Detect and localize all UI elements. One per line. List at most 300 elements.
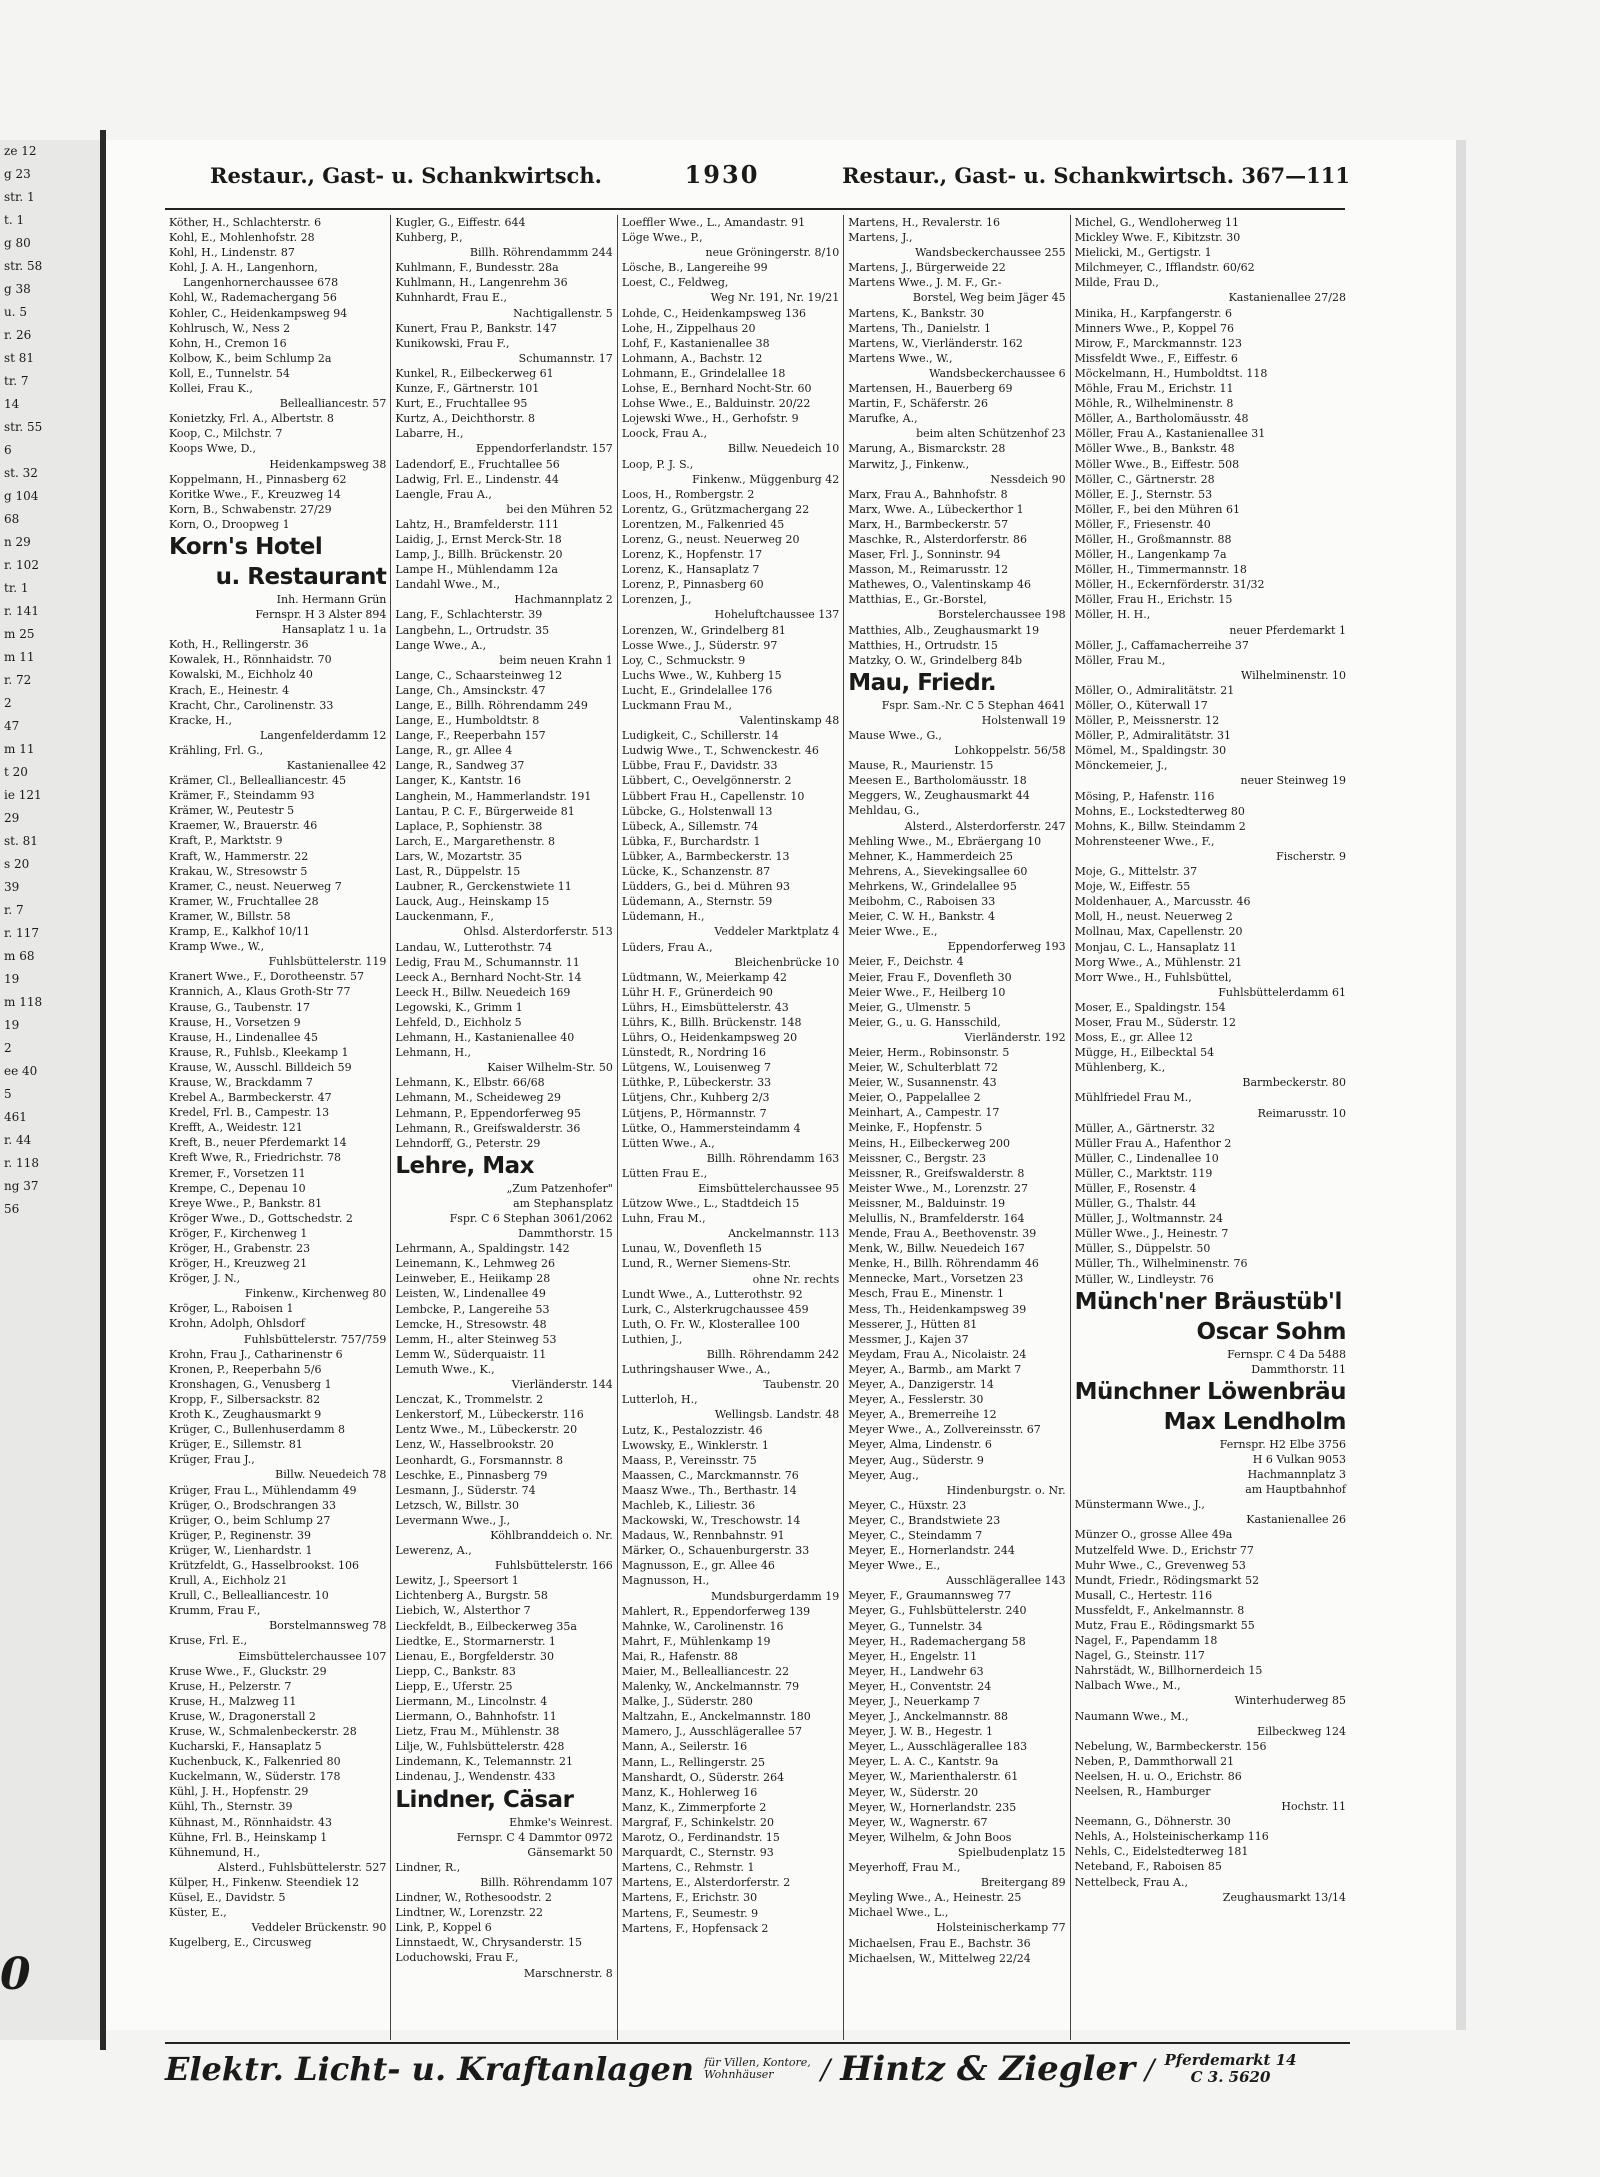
column-5	[1071, 215, 1350, 2040]
directory-entry: Martensen, H., Bauerberg 69	[848, 382, 1013, 396]
directory-entry: Koritke Wwe., F., Kreuzweg 14	[169, 487, 341, 501]
directory-entry: Lübeck, A., Sillemstr. 74	[621, 819, 759, 833]
left-fragment-line: r. 72	[4, 673, 32, 687]
directory-entry: Mathewes, O., Valentinskamp 46	[848, 578, 1031, 592]
left-fragment-line: r. 102	[4, 558, 39, 572]
directory-entry: Michael Wwe., L.,	[848, 1906, 949, 1920]
directory-entry: Küster, E.,	[169, 1906, 227, 1920]
directory-entry: Marx, Frau A., Bahnhofstr. 8	[848, 487, 1008, 501]
footer-advertisement	[165, 2042, 1350, 2094]
directory-entry: Kruse, Frl. E.,	[169, 1634, 248, 1648]
directory-entry: Köther, H., Schlachterstr. 6	[169, 216, 322, 229]
directory-entry: Meyer Wwe., E.,	[848, 1559, 941, 1573]
directory-entry: Manz, K., Zimmerpforte 2	[621, 1800, 767, 1814]
directory-entry: Kohl, H., Lindenstr. 87	[169, 246, 295, 260]
directory-entry: Kugelberg, E., Circusweg	[169, 1936, 312, 1950]
left-page-number: 0	[0, 1949, 31, 2000]
directory-entry: Lang, F., Schlachterstr. 39	[395, 608, 543, 622]
directory-entry: Lindner, W., Rothesoodstr. 2	[395, 1891, 552, 1905]
column-2	[391, 215, 617, 2040]
directory-entry: Billh. Röhrendammm 244	[469, 246, 613, 260]
directory-entry: Luthringshauser Wwe., A.,	[621, 1363, 771, 1377]
directory-entry: Lindemann, K., Telemannstr. 21	[395, 1755, 574, 1769]
directory-entry: Löge Wwe., P.,	[621, 231, 703, 245]
directory-entry: Kramer, W., Billstr. 58	[169, 909, 291, 923]
directory-entry: Lesmann, J., Süderstr. 74	[395, 1483, 536, 1497]
directory-entry: Möller, H., Timmermannstr. 18	[1074, 563, 1247, 577]
directory-entry: Krause, G., Taubenstr. 17	[169, 1000, 311, 1014]
column-1	[165, 215, 391, 2040]
directory-entry: Michaelsen, Frau E., Bachstr. 36	[848, 1936, 1031, 1950]
directory-entry: Michel, G., Wendloherweg 11	[1074, 216, 1240, 229]
directory-entry: Langenhornerchaussee 678	[183, 276, 339, 290]
directory-entry: Nettelbeck, Frau A.,	[1074, 1875, 1188, 1889]
directory-entry: Martens, J., Bürgerweide 22	[848, 261, 1006, 275]
directory-entry: Meyer, C., Hüxstr. 23	[848, 1498, 967, 1512]
directory-entry: Veddeler Brückenstr. 90	[251, 1921, 387, 1935]
directory-entry: Mahnke, W., Carolinenstr. 16	[621, 1619, 784, 1633]
directory-entry: Kucharski, F., Hansaplatz 5	[169, 1740, 322, 1754]
directory-entry: Maass, P., Vereinsstr. 75	[621, 1453, 757, 1467]
directory-entry: Mennecke, Mart., Vorsetzen 23	[848, 1272, 1024, 1286]
directory-entry: Krohn, Adolph, Ohlsdorf	[169, 1317, 305, 1331]
directory-entry: Meier Wwe., E.,	[848, 925, 938, 939]
directory-entry: Mirow, F., Marckmannstr. 123	[1074, 336, 1242, 350]
directory-entry: Meier Wwe., F., Heilberg 10	[848, 985, 1006, 999]
directory-entry: Moldenhauer, A., Marcusstr. 46	[1074, 895, 1251, 909]
directory-entry: Kramp, E., Kalkhof 10/11	[169, 925, 310, 939]
directory-entry: Meyer, W., Wagnerstr. 67	[848, 1815, 988, 1829]
directory-entry: Mundt, Friedr., Rödingsmarkt 52	[1074, 1573, 1260, 1587]
directory-entry: Lojewski Wwe., H., Gerhofstr. 9	[621, 412, 799, 426]
directory-entry: Lars, W., Mozartstr. 35	[395, 849, 523, 863]
directory-entry: Anckelmannstr. 113	[728, 1227, 840, 1241]
directory-entry: Kruse, W., Schmalenbeckerstr. 28	[169, 1725, 357, 1738]
directory-entry: Fuhlsbüttelerstr. 757/759	[243, 1332, 387, 1346]
directory-entry: Krüger, P., Reginenstr. 39	[169, 1528, 311, 1542]
left-fragment-line: st. 32	[4, 466, 38, 480]
directory-entry: Mende, Frau A., Beethovenstr. 39	[848, 1227, 1037, 1241]
directory-entry: Ludigkeit, C., Schillerstr. 14	[621, 729, 779, 743]
directory-entry: Leinemann, K., Lehmweg 26	[395, 1257, 555, 1271]
directory-entry: Möller, F., Friesenstr. 40	[1074, 517, 1211, 531]
directory-entry: Maschke, R., Alsterdorferstr. 86	[848, 532, 1028, 546]
directory-entry: Martens, J.,	[848, 231, 913, 245]
directory-columns	[165, 215, 1350, 2040]
directory-entry: am Hauptbahnhof	[1245, 1483, 1346, 1497]
directory-entry: Kohlrusch, W., Ness 2	[169, 321, 291, 335]
directory-entry: Kroth K., Zeughausmarkt 9	[169, 1408, 322, 1422]
directory-entry: Liermann, M., Lincolnstr. 4	[395, 1695, 548, 1708]
directory-entry: Leisten, W., Lindenallee 49	[395, 1287, 546, 1301]
directory-entry: Kühnemund, H.,	[169, 1845, 260, 1859]
directory-entry: Krempe, C., Depenau 10	[169, 1181, 306, 1195]
directory-entry: Kunert, Frau P., Bankstr. 147	[395, 321, 557, 335]
left-fragment-line: r. 117	[4, 926, 39, 940]
directory-entry: Alsterd., Fuhlsbüttelerstr. 527	[217, 1860, 387, 1874]
left-fragment-line: 461	[4, 1110, 27, 1124]
directory-entry: Müller, G., Thalstr. 44	[1074, 1197, 1197, 1211]
directory-entry: Hachmannplatz 3	[1247, 1468, 1346, 1482]
directory-entry: Kohler, C., Heidenkampsweg 94	[169, 306, 348, 320]
directory-entry: Köhlbranddeich o. Nr.	[490, 1528, 613, 1542]
directory-entry: Meissner, R., Greifswalderstr. 8	[848, 1166, 1025, 1180]
directory-entry: Mielicki, M., Gertigstr. 1	[1074, 246, 1212, 260]
directory-entry: Lorentzen, M., Falkenried 45	[621, 517, 785, 531]
directory-entry: Müller, J., Woltmannstr. 24	[1074, 1212, 1223, 1226]
directory-entry: Last, R., Düppelstr. 15	[395, 865, 521, 879]
directory-entry: Langbehn, L., Ortrudstr. 35	[395, 623, 550, 637]
directory-entry: Möller, H., Langenkamp 7a	[1074, 548, 1227, 562]
directory-entry: Krause, W., Brackdamm 7	[169, 1075, 313, 1089]
directory-entry: Meyer, H., Conventstr. 24	[848, 1679, 992, 1693]
directory-entry: Meyer, H., Rademachergang 58	[848, 1634, 1026, 1648]
directory-entry: Lurk, C., Alsterkrugchaussee 459	[621, 1302, 809, 1316]
directory-entry: Kracht, Chr., Carolinenstr. 33	[169, 698, 334, 712]
directory-entry: Finkenw., Kirchenweg 80	[245, 1287, 387, 1301]
directory-entry: Mühlfriedel Frau M.,	[1074, 1091, 1192, 1105]
left-page-text	[0, 140, 100, 1221]
directory-entry: Lorenz, P., Pinnasberg 60	[621, 578, 764, 592]
directory-entry: Kugler, G., Eiffestr. 644	[395, 216, 526, 229]
footer-separator: /	[820, 2052, 831, 2086]
directory-entry: Meier, Frau F., Dovenfleth 30	[848, 970, 1012, 984]
directory-entry: Manshardt, O., Süderstr. 264	[621, 1770, 785, 1784]
directory-entry: Mohrensteener Wwe., F.,	[1074, 834, 1215, 848]
directory-entry: Ausschlägerallee 143	[946, 1574, 1066, 1588]
directory-entry: Kranert Wwe., F., Dorotheenstr. 57	[169, 970, 364, 984]
directory-entry: Möller, Frau A., Kastanienallee 31	[1074, 427, 1266, 441]
directory-entry: Krüger, Frau L., Mühlendamm 49	[169, 1483, 357, 1497]
directory-entry: Münstermann Wwe., J.,	[1074, 1498, 1205, 1512]
directory-entry: Marx, Wwe. A., Lübeckerthor 1	[848, 502, 1024, 516]
directory-entry: Krämer, Cl., Bellealliancestr. 45	[169, 774, 347, 788]
directory-entry: Marquardt, C., Sternstr. 93	[621, 1846, 774, 1860]
directory-entry: Müller, F., Rosenstr. 4	[1074, 1182, 1197, 1195]
directory-entry: Margraf, F., Schinkelstr. 20	[621, 1815, 775, 1829]
directory-entry: Möller Wwe., B., Bankstr. 48	[1074, 442, 1235, 456]
directory-entry: Martens, C., Rehmstr. 1	[621, 1861, 755, 1875]
directory-entry: Meyer, W., Hornerlandstr. 235	[848, 1800, 1017, 1814]
directory-entry: Vierländerstr. 144	[511, 1378, 613, 1392]
directory-entry: Lenczat, K., Trommelstr. 2	[395, 1393, 544, 1407]
directory-entry: Manz, K., Hohlerweg 16	[621, 1785, 758, 1799]
directory-entry: Lübbert, C., Oevelgönnerstr. 2	[621, 774, 792, 788]
directory-entry: Borstel, Weg beim Jäger 45	[912, 291, 1066, 305]
directory-entry: Lütjens, Chr., Kuhberg 2/3	[621, 1091, 770, 1105]
left-fragment-line: u. 5	[4, 305, 27, 319]
directory-entry: Meissner, M., Balduinstr. 19	[848, 1196, 1006, 1210]
directory-entry: Möller, P., Meissnerstr. 12	[1074, 714, 1220, 728]
directory-entry: Krannich, A., Klaus Groth-Str 77	[169, 985, 351, 999]
directory-entry: Meyer, G., Tunnelstr. 34	[848, 1619, 983, 1633]
directory-entry: Lohmann, A., Bachstr. 12	[621, 351, 763, 365]
directory-entry: Lösche, B., Langereihe 99	[621, 261, 768, 275]
directory-entry: Meydam, Frau A., Nicolaistr. 24	[848, 1347, 1027, 1361]
directory-entry: Kraemer, W., Brauerstr. 46	[169, 819, 318, 833]
directory-entry: Lütjens, P., Hörmannstr. 7	[621, 1106, 767, 1120]
directory-entry: Matthies, H., Ortrudstr. 15	[848, 638, 998, 652]
directory-entry: Müller, C., Marktstr. 119	[1074, 1166, 1213, 1180]
directory-entry: Mundsburgerdamm 19	[710, 1589, 840, 1603]
directory-entry: Mause Wwe., G.,	[848, 729, 942, 742]
directory-entry: Mehner, K., Hammerdeich 25	[848, 849, 1014, 863]
directory-entry: Lauckenmann, F.,	[395, 910, 494, 924]
directory-entry: Meyer, Aug., Süderstr. 9	[848, 1453, 984, 1467]
directory-entry: Leeck H., Billw. Neuedeich 169	[395, 985, 571, 999]
directory-entry: Lohf, F., Kastanienallee 38	[621, 336, 770, 350]
directory-entry: Meesen E., Bartholomäusstr. 18	[848, 774, 1027, 788]
directory-entry: Ladendorf, E., Fruchtallee 56	[395, 457, 560, 471]
directory-entry: Neelsen, H. u. O., Erichstr. 86	[1074, 1769, 1242, 1783]
directory-entry: Lienau, E., Borgfelderstr. 30	[395, 1649, 554, 1663]
directory-entry: Gänsemarkt 50	[527, 1845, 613, 1859]
directory-entry: Krohn, Frau J., Catharinenstr 6	[169, 1347, 343, 1361]
directory-entry: Fspr. C 6 Stephan 3061/2062	[449, 1212, 613, 1225]
directory-entry: Alsterd., Alsterdorferstr. 247	[904, 819, 1066, 833]
directory-entry: Moll, H., neust. Neuerweg 2	[1074, 910, 1233, 924]
advertisement-heading: Lehre, Max	[395, 1152, 534, 1179]
directory-entry: Mehrens, A., Sievekingsallee 60	[848, 864, 1028, 878]
directory-entry: Krause, R., Fuhlsb., Kleekamp 1	[169, 1045, 349, 1059]
directory-entry: Luth, O. Fr. W., Klosterallee 100	[621, 1317, 800, 1331]
left-fragment-line: r. 44	[4, 1133, 32, 1147]
directory-entry: Lübbert Frau H., Capellenstr. 10	[621, 789, 805, 803]
directory-entry: Borstelmannsweg 78	[269, 1619, 387, 1633]
directory-entry: Meier, G., Ulmenstr. 5	[848, 1000, 971, 1014]
directory-entry: Langhein, M., Hammerlandstr. 191	[395, 789, 592, 803]
directory-entry: Milde, Frau D.,	[1074, 276, 1159, 290]
directory-entry: Kunikowski, Frau F.,	[395, 336, 510, 350]
directory-entry: Lutterloh, H.,	[621, 1393, 698, 1407]
directory-entry: Naumann Wwe., M.,	[1074, 1709, 1189, 1723]
directory-entry: Musall, C., Hertestr. 116	[1074, 1588, 1213, 1602]
directory-entry: Maltzahn, E., Anckelmannstr. 180	[621, 1710, 811, 1724]
directory-entry: Kunkel, R., Eilbeckerweg 61	[395, 366, 554, 380]
directory-entry: Mömel, M., Spaldingstr. 30	[1074, 744, 1227, 758]
directory-entry: Meyer, A., Danzigerstr. 14	[848, 1378, 994, 1392]
directory-entry: Liedtke, E., Stormarnerstr. 1	[395, 1634, 556, 1648]
footer-address-line-2: C 3. 5620	[1190, 2068, 1271, 2086]
directory-entry: Krull, C., Bellealliancestr. 10	[169, 1589, 329, 1603]
directory-entry: Fischerstr. 9	[1276, 849, 1346, 863]
left-fragment-line: ng 37	[4, 1179, 39, 1193]
directory-entry: Kuhberg, P.,	[395, 231, 463, 245]
directory-entry: Mamero, J., Ausschlägerallee 57	[621, 1725, 803, 1739]
directory-entry: Kröger, H., Grabenstr. 23	[169, 1242, 311, 1255]
directory-entry: Lemm, H., alter Steinweg 53	[395, 1332, 557, 1346]
directory-entry: Breitergang 89	[980, 1876, 1066, 1890]
directory-entry: Lange, E., Billh. Röhrendamm 249	[395, 699, 588, 712]
directory-entry: Krämer, F., Steindamm 93	[169, 789, 315, 803]
directory-entry: Lieckfeldt, B., Eilbeckerweg 35a	[395, 1619, 577, 1633]
directory-entry: Meyer, C., Steindamm 7	[848, 1528, 983, 1542]
directory-entry: Mollnau, Max, Capellenstr. 20	[1074, 925, 1243, 939]
directory-entry: Matthias, E., Gr.-Borstel,	[848, 593, 987, 607]
left-fragment-line: tr. 1	[4, 581, 29, 595]
left-fragment-line: m 25	[4, 627, 35, 641]
directory-entry: Wellingsb. Landstr. 48	[714, 1408, 840, 1422]
directory-entry: Kohn, H., Cremon 16	[169, 336, 287, 350]
directory-entry: Mesch, Frau E., Minenstr. 1	[848, 1287, 1004, 1301]
directory-entry: Fernspr. H 3 Alster 894	[255, 608, 387, 622]
directory-entry: Meier, Herm., Robinsonstr. 5	[848, 1045, 1010, 1059]
directory-entry: Meyerhoff, Frau M.,	[848, 1861, 961, 1875]
directory-entry: Möller, H. H.,	[1074, 608, 1151, 622]
directory-entry: Lorenzen, J.,	[621, 593, 692, 607]
directory-entry: Meyer, F., Graumannsweg 77	[848, 1589, 1012, 1603]
directory-entry: Holsteinischerkamp 77	[936, 1921, 1066, 1935]
directory-entry: Lehmann, H.,	[395, 1046, 472, 1060]
directory-entry: Veddeler Marktplatz 4	[714, 925, 840, 939]
directory-entry: Kreye Wwe., P., Bankstr. 81	[169, 1196, 323, 1210]
directory-entry: Kruse, H., Malzweg 11	[169, 1694, 297, 1708]
directory-entry: Kraft, W., Hammerstr. 22	[169, 849, 309, 863]
left-fragment-line: r. 118	[4, 1156, 39, 1170]
directory-entry: Leschke, E., Pinnasberg 79	[395, 1468, 548, 1482]
directory-entry: Lehmann, P., Eppendorferweg 95	[395, 1106, 582, 1120]
directory-entry: Loduchowski, Frau F.,	[395, 1951, 519, 1965]
left-fragment-line: s 20	[4, 857, 30, 871]
directory-entry: Kühnast, M., Rönnhaidstr. 43	[169, 1815, 332, 1829]
directory-entry: Kaiser Wilhelm-Str. 50	[487, 1061, 613, 1075]
directory-entry: Moss, E., gr. Allee 12	[1074, 1031, 1193, 1045]
directory-entry: Lundt Wwe., A., Lutterothstr. 92	[621, 1287, 803, 1301]
directory-entry: Fernspr. C 4 Da 5488	[1227, 1347, 1346, 1361]
directory-entry: Leeck A., Bernhard Nocht-Str. 14	[395, 970, 582, 984]
directory-entry: Müller, Th., Wilhelminenstr. 76	[1074, 1257, 1248, 1271]
directory-entry: Meggers, W., Zeughausmarkt 44	[848, 789, 1030, 803]
left-fragment-line: 56	[4, 1202, 20, 1216]
directory-entry: Lütgens, W., Louisenweg 7	[621, 1061, 771, 1075]
directory-entry: Meier, W., Schulterblatt 72	[848, 1061, 998, 1075]
header-rule	[165, 208, 1345, 210]
directory-entry: Neben, P., Dammthorwall 21	[1074, 1754, 1235, 1768]
directory-entry: Mösing, P., Hafenstr. 116	[1074, 789, 1215, 803]
directory-entry: Möckelmann, H., Humboldtst. 118	[1074, 366, 1268, 380]
directory-entry: Mess, Th., Heidenkampsweg 39	[848, 1302, 1027, 1316]
directory-entry: Leonhardt, G., Forsmannstr. 8	[395, 1453, 563, 1467]
directory-entry: Lange, F., Reeperbahn 157	[395, 729, 546, 743]
directory-entry: Mai, R., Hafenstr. 88	[621, 1649, 738, 1663]
directory-entry: Minika, H., Karpfangerstr. 6	[1074, 306, 1233, 320]
directory-entry: Wandsbeckerchaussee 255	[915, 246, 1066, 260]
directory-entry: Mahrt, F., Mühlenkamp 19	[621, 1634, 771, 1648]
directory-entry: neue Gröningerstr. 8/10	[705, 246, 840, 260]
column-3	[618, 215, 844, 2040]
directory-entry: Kramp Wwe., W.,	[169, 940, 265, 954]
directory-entry: Meyling Wwe., A., Heinestr. 25	[848, 1891, 1022, 1905]
directory-entry: Kühl, J. H., Hopfenstr. 29	[169, 1785, 309, 1799]
directory-entry: Marx, H., Barmbeckerstr. 57	[848, 517, 1009, 531]
page-header	[210, 160, 1350, 200]
directory-entry: Kuckelmann, W., Süderstr. 178	[169, 1770, 341, 1784]
directory-entry: Kurtz, A., Deichthorstr. 8	[395, 412, 535, 426]
directory-entry: Dammthorstr. 15	[518, 1227, 613, 1241]
directory-entry: Lutz, K., Pestalozzistr. 46	[621, 1423, 763, 1437]
directory-entry: Ledig, Frau M., Schumannstr. 11	[395, 955, 580, 969]
directory-entry: Ohlsd. Alsterdorferstr. 513	[463, 925, 613, 939]
directory-entry: Linnstaedt, W., Chrysanderstr. 15	[395, 1936, 583, 1950]
directory-entry: Holstenwall 19	[981, 713, 1066, 727]
directory-entry: Fuhlsbüttelerdamm 61	[1218, 985, 1346, 999]
directory-entry: Lütten Frau E.,	[621, 1166, 708, 1180]
footer-address-line-1: Pferdemarkt 14	[1164, 2051, 1297, 2069]
directory-entry: Masson, M., Reimarusstr. 12	[848, 563, 1009, 577]
footer-main-text: Elektr. Licht- u. Kraftanlagen	[165, 2050, 695, 2088]
left-fragment-line: m 11	[4, 650, 35, 664]
header-year: 1930	[684, 160, 760, 189]
directory-entry: beim neuen Krahn 1	[499, 653, 613, 667]
directory-entry: Billh. Röhrendamm 163	[706, 1151, 840, 1165]
directory-entry: Wandsbeckerchaussee 6	[929, 366, 1066, 380]
directory-entry: bei den Mühren 52	[506, 502, 613, 516]
directory-entry: Koppelmann, H., Pinnasberg 62	[169, 472, 347, 486]
left-fragment-line: r. 141	[4, 604, 39, 618]
directory-entry: Kolbow, K., beim Schlump 2a	[169, 351, 332, 365]
directory-entry: Nahrstädt, W., Billhornerdeich 15	[1074, 1664, 1263, 1678]
directory-entry: Müller Wwe., J., Heinestr. 7	[1074, 1227, 1229, 1241]
directory-entry: Marotz, O., Ferdinandstr. 15	[621, 1831, 780, 1845]
directory-entry: Lührs, K., Billh. Brückenstr. 148	[621, 1015, 802, 1029]
directory-entry: Möller, H., Großmannstr. 88	[1074, 532, 1232, 546]
directory-entry: Lorenz, G., neust. Neuerweg 20	[621, 532, 800, 546]
directory-entry: Lange, R., gr. Allee 4	[395, 744, 513, 758]
directory-entry: Spielbudenplatz 15	[957, 1845, 1066, 1859]
directory-entry: Kastanienallee 26	[1246, 1513, 1346, 1527]
directory-entry: Koll, E., Tunnelstr. 54	[169, 366, 290, 380]
directory-entry: Meissner, C., Bergstr. 23	[848, 1151, 986, 1165]
directory-entry: Finkenw., Müggenburg 42	[692, 472, 840, 486]
left-fragment-line: g 38	[4, 282, 31, 296]
directory-entry: Meister Wwe., M., Lorenzstr. 27	[848, 1181, 1028, 1195]
directory-entry: Kohl, J. A. H., Langenhorn,	[169, 261, 318, 275]
directory-entry: Meyer, Wilhelm, & John Boos	[848, 1830, 1012, 1844]
directory-entry: Lilje, W., Fuhlsbüttelerstr. 428	[395, 1740, 565, 1754]
directory-entry: Krull, A., Eichholz 21	[169, 1574, 288, 1588]
directory-entry: Lorenzen, W., Grindelberg 81	[621, 623, 786, 637]
directory-entry: Lehmann, K., Elbstr. 66/68	[395, 1076, 545, 1090]
directory-entry: Möller, J., Caffamacherreihe 37	[1074, 638, 1249, 652]
directory-entry: Hachmannplatz 2	[514, 593, 613, 607]
directory-entry: Kruse, W., Dragonerstall 2	[169, 1709, 316, 1723]
directory-entry: Lorenz, K., Hansaplatz 7	[621, 563, 760, 577]
directory-entry: Lichtenberg A., Burgstr. 58	[395, 1589, 548, 1603]
directory-entry: Lwowsky, E., Winklerstr. 1	[621, 1438, 769, 1452]
directory-entry: Lange, R., Sandweg 37	[395, 759, 525, 773]
directory-entry: Heidenkampsweg 38	[269, 457, 387, 471]
directory-entry: Labarre, H.,	[395, 427, 464, 441]
directory-entry: Wilhelminenstr. 10	[1240, 668, 1346, 682]
left-fragment-line: 68	[4, 512, 20, 526]
directory-entry: Dammthorstr. 11	[1251, 1362, 1346, 1376]
directory-entry: Lindner, R.,	[395, 1860, 461, 1874]
directory-entry: ohne Nr. rechts	[752, 1272, 840, 1286]
directory-entry: Langer, K., Kantstr. 16	[395, 774, 522, 788]
directory-entry: Mohns, E., Lockstedterweg 80	[1074, 804, 1245, 818]
directory-entry: Kruse Wwe., F., Gluckstr. 29	[169, 1664, 327, 1678]
directory-entry: Messmer, J., Kajen 37	[848, 1332, 969, 1346]
directory-entry: Meyer, Alma, Lindenstr. 6	[848, 1438, 992, 1452]
directory-entry: Loy, C., Schmuckstr. 9	[621, 653, 746, 667]
directory-entry: Kohl, E., Mohlenhofstr. 28	[169, 231, 315, 245]
directory-entry: Lewerenz, A.,	[395, 1544, 472, 1558]
advertisement-heading: Lindner, Cäsar	[395, 1786, 574, 1813]
directory-entry: Meyer, A., Barmb., am Markt 7	[848, 1362, 1022, 1376]
directory-entry: Möller, O., Admiralitätstr. 21	[1074, 683, 1235, 697]
directory-entry: Lembcke, P., Langereihe 53	[395, 1302, 550, 1316]
advertisement-heading: Oscar Sohm	[1196, 1318, 1346, 1345]
